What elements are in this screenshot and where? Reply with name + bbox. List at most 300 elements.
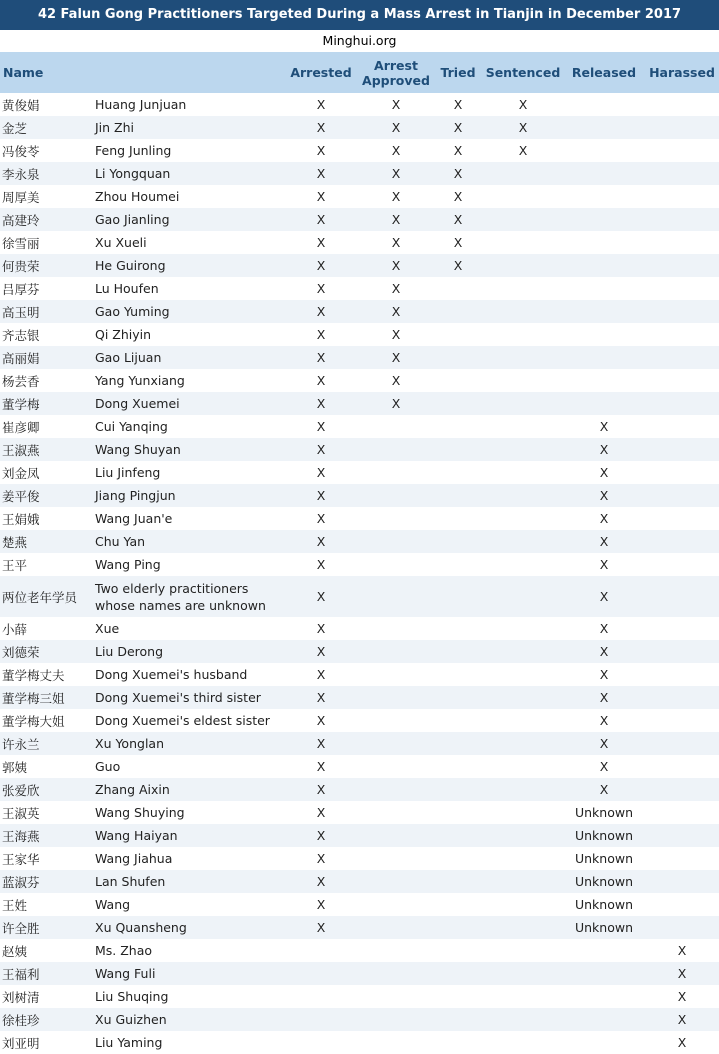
tried-cell	[433, 732, 483, 755]
chinese-name-cell: 高建玲	[0, 208, 93, 231]
arrest-approved-cell	[359, 755, 433, 778]
sentenced-cell	[483, 962, 563, 985]
chinese-name-cell: 金芝	[0, 116, 93, 139]
chinese-name-cell: 王福利	[0, 962, 93, 985]
released-cell	[563, 369, 645, 392]
sentenced-cell: X	[483, 93, 563, 116]
harassed-cell	[645, 507, 719, 530]
sentenced-cell	[483, 162, 563, 185]
sentenced-cell	[483, 1008, 563, 1031]
arrested-cell: X	[283, 369, 359, 392]
released-cell	[563, 1008, 645, 1031]
arrested-cell: X	[283, 732, 359, 755]
sentenced-cell	[483, 208, 563, 231]
harassed-cell: X	[645, 1031, 719, 1054]
english-name-cell: Cui Yanqing	[93, 415, 283, 438]
released-cell	[563, 185, 645, 208]
sentenced-cell	[483, 824, 563, 847]
english-name-cell: Wang	[93, 893, 283, 916]
table-row	[0, 640, 719, 663]
sentenced-cell	[483, 709, 563, 732]
english-name-cell: Liu Jinfeng	[93, 461, 283, 484]
tried-cell: X	[433, 185, 483, 208]
arrest-approved-cell	[359, 962, 433, 985]
sentenced-cell	[483, 916, 563, 939]
tried-cell	[433, 617, 483, 640]
harassed-cell	[645, 93, 719, 116]
chinese-name-cell: 崔彦卿	[0, 415, 93, 438]
chinese-name-cell: 郭姨	[0, 755, 93, 778]
tried-cell	[433, 847, 483, 870]
chinese-name-cell: 高丽娟	[0, 346, 93, 369]
arrested-cell: X	[283, 778, 359, 801]
tried-cell	[433, 323, 483, 346]
released-cell: X	[563, 507, 645, 530]
chinese-name-cell: 王平	[0, 553, 93, 576]
arrest-approved-cell: X	[359, 254, 433, 277]
released-cell	[563, 939, 645, 962]
chinese-name-cell: 董学梅大姐	[0, 709, 93, 732]
table-row	[0, 461, 719, 484]
harassed-cell	[645, 208, 719, 231]
header-arrest-approved-line2: Approved	[362, 72, 430, 88]
harassed-cell	[645, 824, 719, 847]
chinese-name-cell: 王海燕	[0, 824, 93, 847]
chinese-name-cell: 刘树清	[0, 985, 93, 1008]
arrested-cell: X	[283, 847, 359, 870]
sentenced-cell	[483, 1031, 563, 1054]
harassed-cell	[645, 231, 719, 254]
arrested-cell: X	[283, 254, 359, 277]
sentenced-cell	[483, 553, 563, 576]
arrest-approved-cell	[359, 732, 433, 755]
chinese-name-cell: 徐雪丽	[0, 231, 93, 254]
arrest-approved-cell	[359, 438, 433, 461]
chinese-name-cell: 齐志银	[0, 323, 93, 346]
english-name-cell: Chu Yan	[93, 530, 283, 553]
released-cell	[563, 300, 645, 323]
english-name-cell: Li Yongquan	[93, 162, 283, 185]
arrest-approved-cell: X	[359, 93, 433, 116]
english-name-cell: Wang Jiahua	[93, 847, 283, 870]
english-name-cell: Wang Shuying	[93, 801, 283, 824]
released-cell: X	[563, 484, 645, 507]
harassed-cell	[645, 530, 719, 553]
chinese-name-cell: 许永兰	[0, 732, 93, 755]
tried-cell	[433, 277, 483, 300]
tried-cell	[433, 686, 483, 709]
arrested-cell: X	[283, 709, 359, 732]
sentenced-cell	[483, 870, 563, 893]
arrest-approved-cell: X	[359, 185, 433, 208]
english-name-cell: Liu Yaming	[93, 1031, 283, 1054]
arrested-cell	[283, 1031, 359, 1054]
header-name: Name	[0, 52, 283, 93]
table-row	[0, 139, 719, 162]
chinese-name-cell: 高玉明	[0, 300, 93, 323]
chinese-name-cell: 吕厚芬	[0, 277, 93, 300]
released-cell	[563, 985, 645, 1008]
arrest-approved-cell: X	[359, 116, 433, 139]
harassed-cell	[645, 617, 719, 640]
chinese-name-cell: 王淑英	[0, 801, 93, 824]
harassed-cell	[645, 415, 719, 438]
table-row	[0, 162, 719, 185]
sentenced-cell: X	[483, 116, 563, 139]
arrested-cell: X	[283, 507, 359, 530]
harassed-cell	[645, 893, 719, 916]
english-name-cell: Xu Guizhen	[93, 1008, 283, 1031]
sentenced-cell	[483, 985, 563, 1008]
table-row	[0, 392, 719, 415]
harassed-cell: X	[645, 962, 719, 985]
table-row	[0, 185, 719, 208]
tried-cell: X	[433, 162, 483, 185]
table-row	[0, 732, 719, 755]
english-name-cell: Xu Xueli	[93, 231, 283, 254]
arrest-approved-cell	[359, 461, 433, 484]
arrest-approved-cell	[359, 801, 433, 824]
harassed-cell	[645, 847, 719, 870]
table-row	[0, 369, 719, 392]
english-name-cell: Liu Derong	[93, 640, 283, 663]
arrest-approved-cell	[359, 1008, 433, 1031]
harassed-cell	[645, 916, 719, 939]
harassed-cell	[645, 139, 719, 162]
table-row	[0, 847, 719, 870]
harassed-cell	[645, 778, 719, 801]
tried-cell	[433, 507, 483, 530]
chinese-name-cell: 张爱欣	[0, 778, 93, 801]
arrested-cell: X	[283, 484, 359, 507]
chinese-name-cell: 王姓	[0, 893, 93, 916]
header-arrested: Arrested	[283, 52, 359, 93]
released-cell	[563, 254, 645, 277]
english-name-cell: Xue	[93, 617, 283, 640]
chinese-name-cell: 杨芸香	[0, 369, 93, 392]
sentenced-cell	[483, 893, 563, 916]
arrested-cell: X	[283, 530, 359, 553]
table-row	[0, 709, 719, 732]
harassed-cell	[645, 323, 719, 346]
arrested-cell: X	[283, 231, 359, 254]
table-row	[0, 553, 719, 576]
header-sentenced: Sentenced	[483, 52, 563, 93]
harassed-cell	[645, 185, 719, 208]
table-row	[0, 939, 719, 962]
arrested-cell: X	[283, 438, 359, 461]
harassed-cell	[645, 254, 719, 277]
tried-cell	[433, 985, 483, 1008]
chinese-name-cell: 楚燕	[0, 530, 93, 553]
arrested-cell: X	[283, 824, 359, 847]
sentenced-cell	[483, 801, 563, 824]
chinese-name-cell: 李永泉	[0, 162, 93, 185]
harassed-cell: X	[645, 1008, 719, 1031]
tried-cell	[433, 346, 483, 369]
released-cell: X	[563, 778, 645, 801]
arrest-approved-cell	[359, 686, 433, 709]
sentenced-cell	[483, 415, 563, 438]
released-cell	[563, 162, 645, 185]
harassed-cell	[645, 392, 719, 415]
english-name-cell: Wang Haiyan	[93, 824, 283, 847]
table-row	[0, 576, 719, 617]
arrest-approved-cell	[359, 870, 433, 893]
english-name-cell: Dong Xuemei's eldest sister	[93, 709, 283, 732]
tried-cell	[433, 392, 483, 415]
english-name-cell: Lu Houfen	[93, 277, 283, 300]
english-name-cell: Gao Jianling	[93, 208, 283, 231]
tried-cell	[433, 962, 483, 985]
released-cell: X	[563, 732, 645, 755]
tried-cell: X	[433, 254, 483, 277]
arrest-approved-cell: X	[359, 208, 433, 231]
released-cell: X	[563, 640, 645, 663]
english-name-cell: Qi Zhiyin	[93, 323, 283, 346]
chinese-name-cell: 刘德荣	[0, 640, 93, 663]
arrested-cell: X	[283, 93, 359, 116]
released-cell	[563, 392, 645, 415]
arrested-cell: X	[283, 640, 359, 663]
tried-cell	[433, 939, 483, 962]
arrest-approved-cell	[359, 415, 433, 438]
english-name-cell: Two elderly practitioners whose names are unknown	[93, 576, 283, 617]
released-cell: X	[563, 461, 645, 484]
chinese-name-cell: 黄俊娟	[0, 93, 93, 116]
sentenced-cell	[483, 847, 563, 870]
chinese-name-cell: 姜平俊	[0, 484, 93, 507]
chinese-name-cell: 董学梅三姐	[0, 686, 93, 709]
english-name-cell: Xu Quansheng	[93, 916, 283, 939]
released-cell	[563, 346, 645, 369]
chinese-name-cell: 王淑燕	[0, 438, 93, 461]
arrested-cell: X	[283, 893, 359, 916]
chinese-name-cell: 周厚美	[0, 185, 93, 208]
released-cell: X	[563, 553, 645, 576]
arrested-cell: X	[283, 392, 359, 415]
sentenced-cell	[483, 939, 563, 962]
arrested-cell: X	[283, 461, 359, 484]
arrest-approved-cell: X	[359, 323, 433, 346]
arrest-approved-cell	[359, 553, 433, 576]
arrest-approved-cell: X	[359, 392, 433, 415]
english-name-cell: Lan Shufen	[93, 870, 283, 893]
released-cell: X	[563, 530, 645, 553]
sentenced-cell	[483, 484, 563, 507]
released-cell	[563, 139, 645, 162]
tried-cell	[433, 709, 483, 732]
english-name-cell: Wang Shuyan	[93, 438, 283, 461]
sentenced-cell	[483, 231, 563, 254]
released-cell: Unknown	[563, 801, 645, 824]
arrest-approved-cell	[359, 576, 433, 617]
chinese-name-cell: 蓝淑芬	[0, 870, 93, 893]
sentenced-cell	[483, 778, 563, 801]
arrest-approved-cell	[359, 939, 433, 962]
table-body	[0, 93, 719, 1054]
table-row	[0, 778, 719, 801]
chinese-name-cell: 刘亚明	[0, 1031, 93, 1054]
chinese-name-cell: 王家华	[0, 847, 93, 870]
released-cell: X	[563, 438, 645, 461]
arrested-cell: X	[283, 663, 359, 686]
table-row	[0, 617, 719, 640]
harassed-cell	[645, 801, 719, 824]
chinese-name-cell: 冯俊苓	[0, 139, 93, 162]
chinese-name-cell: 两位老年学员	[0, 576, 93, 617]
arrest-approved-cell	[359, 824, 433, 847]
table-row	[0, 893, 719, 916]
tried-cell	[433, 1031, 483, 1054]
tried-cell	[433, 893, 483, 916]
table-row	[0, 686, 719, 709]
arrest-approved-cell	[359, 893, 433, 916]
sentenced-cell	[483, 346, 563, 369]
chinese-name-cell: 赵姨	[0, 939, 93, 962]
released-cell	[563, 277, 645, 300]
table-row	[0, 916, 719, 939]
arrested-cell: X	[283, 277, 359, 300]
chinese-name-cell: 刘金凤	[0, 461, 93, 484]
tried-cell: X	[433, 116, 483, 139]
tried-cell	[433, 553, 483, 576]
header-arrest-approved-line1: Arrest	[374, 57, 418, 73]
sentenced-cell	[483, 185, 563, 208]
english-name-cell: Wang Ping	[93, 553, 283, 576]
table-row	[0, 985, 719, 1008]
table-row	[0, 438, 719, 461]
arrested-cell	[283, 1008, 359, 1031]
arrest-approved-cell: X	[359, 231, 433, 254]
table-row	[0, 484, 719, 507]
harassed-cell	[645, 755, 719, 778]
sentenced-cell	[483, 254, 563, 277]
table-row	[0, 663, 719, 686]
harassed-cell	[645, 576, 719, 617]
tried-cell	[433, 530, 483, 553]
table-row	[0, 507, 719, 530]
arrest-approved-cell	[359, 1031, 433, 1054]
sentenced-cell	[483, 300, 563, 323]
header-tried: Tried	[433, 52, 483, 93]
released-cell: Unknown	[563, 916, 645, 939]
harassed-cell	[645, 553, 719, 576]
english-name-cell: Feng Junling	[93, 139, 283, 162]
english-name-cell: Zhang Aixin	[93, 778, 283, 801]
released-cell	[563, 116, 645, 139]
english-name-cell: Dong Xuemei's third sister	[93, 686, 283, 709]
tried-cell: X	[433, 208, 483, 231]
released-cell	[563, 962, 645, 985]
harassed-cell	[645, 369, 719, 392]
arrested-cell: X	[283, 916, 359, 939]
chinese-name-cell: 董学梅丈夫	[0, 663, 93, 686]
sentenced-cell	[483, 507, 563, 530]
arrested-cell: X	[283, 553, 359, 576]
chinese-name-cell: 徐桂珍	[0, 1008, 93, 1031]
harassed-cell	[645, 300, 719, 323]
arrest-approved-cell	[359, 847, 433, 870]
harassed-cell	[645, 116, 719, 139]
table-row	[0, 93, 719, 116]
sentenced-cell	[483, 640, 563, 663]
harassed-cell	[645, 461, 719, 484]
harassed-cell	[645, 663, 719, 686]
tried-cell	[433, 778, 483, 801]
tried-cell: X	[433, 139, 483, 162]
arrest-approved-cell	[359, 640, 433, 663]
english-name-cell: Gao Lijuan	[93, 346, 283, 369]
arrested-cell	[283, 962, 359, 985]
english-name-cell: Yang Yunxiang	[93, 369, 283, 392]
harassed-cell	[645, 346, 719, 369]
released-cell: X	[563, 415, 645, 438]
chinese-name-cell: 小薛	[0, 617, 93, 640]
arrested-cell: X	[283, 870, 359, 893]
english-name-cell: Huang Junjuan	[93, 93, 283, 116]
english-name-cell: Ms. Zhao	[93, 939, 283, 962]
english-name-cell: Zhou Houmei	[93, 185, 283, 208]
english-name-cell: Wang Juan'e	[93, 507, 283, 530]
arrested-cell: X	[283, 162, 359, 185]
arrested-cell: X	[283, 323, 359, 346]
sentenced-cell	[483, 755, 563, 778]
released-cell: X	[563, 663, 645, 686]
released-cell: X	[563, 686, 645, 709]
harassed-cell	[645, 732, 719, 755]
table-row	[0, 870, 719, 893]
released-cell: X	[563, 755, 645, 778]
table-row	[0, 1008, 719, 1031]
arrest-approved-cell: X	[359, 300, 433, 323]
header-arrest-approved	[359, 52, 433, 93]
arrest-approved-cell: X	[359, 346, 433, 369]
header-row	[0, 52, 719, 93]
source-label: Minghui.org	[0, 30, 719, 52]
table-row	[0, 415, 719, 438]
harassed-cell	[645, 162, 719, 185]
english-name-cell: Gao Yuming	[93, 300, 283, 323]
tried-cell	[433, 870, 483, 893]
arrest-approved-cell	[359, 617, 433, 640]
released-cell	[563, 208, 645, 231]
table-row	[0, 824, 719, 847]
tried-cell	[433, 300, 483, 323]
arrest-approved-cell	[359, 916, 433, 939]
header-harassed: Harassed	[645, 52, 719, 93]
sentenced-cell	[483, 323, 563, 346]
table-row	[0, 300, 719, 323]
table-row	[0, 346, 719, 369]
table-row	[0, 755, 719, 778]
arrest-approved-cell: X	[359, 139, 433, 162]
harassed-cell	[645, 686, 719, 709]
table-row	[0, 231, 719, 254]
sentenced-cell	[483, 732, 563, 755]
chinese-name-cell: 许全胜	[0, 916, 93, 939]
tried-cell	[433, 824, 483, 847]
tried-cell	[433, 369, 483, 392]
english-name-cell: Liu Shuqing	[93, 985, 283, 1008]
released-cell: Unknown	[563, 824, 645, 847]
released-cell	[563, 231, 645, 254]
arrest-approved-cell: X	[359, 277, 433, 300]
table-row	[0, 530, 719, 553]
english-name-cell: Jiang Pingjun	[93, 484, 283, 507]
arrested-cell: X	[283, 801, 359, 824]
arrested-cell: X	[283, 346, 359, 369]
